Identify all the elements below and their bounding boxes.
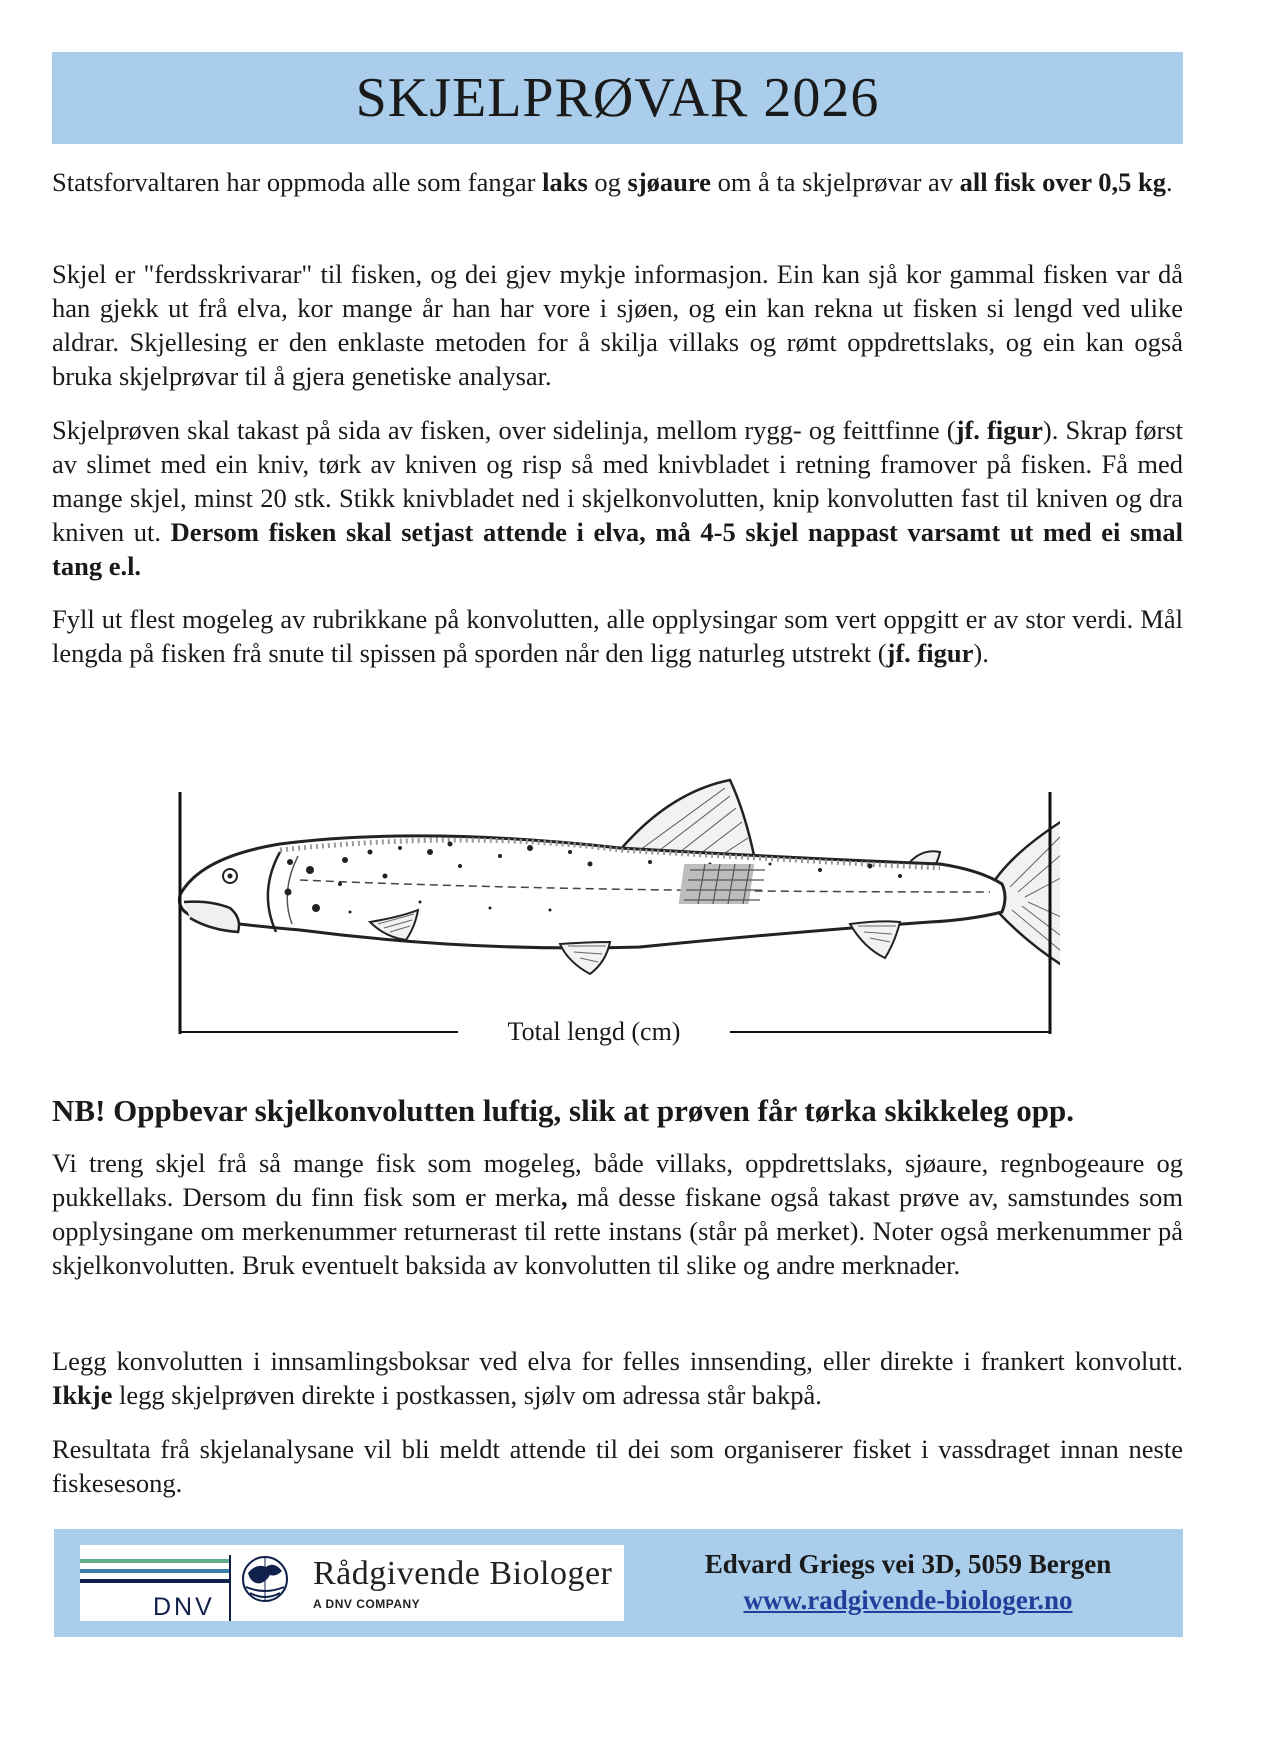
paragraph-species [52,1146,1183,1282]
globe-icon [243,1557,287,1601]
company-address: Edvard Griegs vei 3D, 5059 Bergen [704,1549,1112,1579]
website-link[interactable]: www.radgivende-biologer.no [743,1585,1073,1615]
bold-text: jf. figur [955,415,1043,445]
text-run: om å ta skjelprøvar av [710,167,960,197]
page-title: SKJELPRØVAR 2026 [355,67,880,129]
paragraph-intro [52,165,1183,199]
bold-text: Ikkje [52,1380,113,1410]
company-name: Rådgivende Biologer [313,1555,613,1592]
text-run: Fyll ut flest mogeleg av rubrikkane på konvolutten, alle opplysingar som vert oppgitt er av stor verdi. Mål lengda på fisken frå snute til spissen på sporden når den ligg naturleg utstrekt ( [52,604,1183,668]
company-logo [80,1545,624,1621]
text-run: Vi treng skjel frå så mange fisk som mogeleg, både villaks, oppdrettslaks, sjøaure, regnbogeaure og pukkellaks. Dersom du finn fisk som er merka [52,1148,1183,1212]
bold-text: Dersom fisken skal setjast attende i elva, må 4-5 skjel nappast varsamt ut med ei smal tang e.l. [52,517,1183,581]
bold-text: all fisk over 0,5 kg [959,167,1167,197]
footer-banner [54,1529,1183,1637]
paragraph-results [52,1432,1183,1500]
text-run: og [587,167,628,197]
bold-text: jf. figur [886,638,974,668]
fish-figure [170,752,1060,1052]
bold-text: , [561,1182,568,1212]
paragraph-submission [52,1344,1183,1412]
paragraph-sampling-method [52,413,1183,583]
text-run: Skjelprøven skal takast på sida av fisken, over sidelinja, mellom rygg- og feittfinne ( [52,415,956,445]
text-run: Legg konvolutten i innsamlingsboksar ved elva for felles innsending, eller direkte i frankert konvolutt. [52,1346,1183,1376]
text-run: . [1166,167,1173,197]
title-banner [52,52,1183,144]
text-run: Resultata frå skjelanalysane vil bli meldt attende til dei som organiserer fisket i vassdraget innan neste fiskesesong. [52,1434,1183,1498]
salmon-illustration [170,752,1060,1052]
paragraph-scale-info [52,257,1183,393]
text-run: Skjel er "ferdsskrivarar" til fisken, og dei gjev mykje informasjon. Ein kan sjå kor gammal fisken var då han gjekk ut frå elva, kor mange år han har vore i sjøen, og ein kan rekna ut fisken si lengd ved ulike aldrar. Skjellesing er den enklaste metoden for å skilja villaks og rømt oppdrettslaks, og ein kan også bruka skjelprøvar til å gjera genetiske analysar. [52,259,1183,391]
dnv-wordmark: DNV [153,1593,215,1621]
text-run: ). Skrap først av slimet med ein kniv, tørk av kniven og risp så med knivbladet i retning framover på fisken. Få med mange skjel, minst 20 stk. Stikk knivbladet ned i skjelkonvolutten, knip konvolutten fast til kniven og dra kniven ut. [52,415,1183,547]
text-run: Statsforvaltaren har oppmoda alle som fangar [52,167,543,197]
bold-text: sjøaure [627,167,711,197]
paragraph-fill-envelope [52,602,1183,670]
text-run: ). [973,638,989,668]
bold-text: laks [542,167,588,197]
text-run: må desse fiskane også takast prøve av, samstundes som opplysingane om merkenummer returnerast til rette instans (står på merket). Noter også merkenummer på skjelkonvolutten. Bruk eventuelt baksida av konvolutten til slike og andre merknader. [52,1182,1183,1280]
total-length-label: Total lengd (cm) [507,1017,681,1046]
nb-heading: NB! Oppbevar skjelkonvolutten luftig, slik at prøven får tørka skikkeleg opp. [52,1093,1074,1128]
text-run: legg skjelprøven direkte i postkassen, sjølv om adressa står bakpå. [112,1380,822,1410]
company-subtitle: A DNV COMPANY [313,1597,421,1611]
